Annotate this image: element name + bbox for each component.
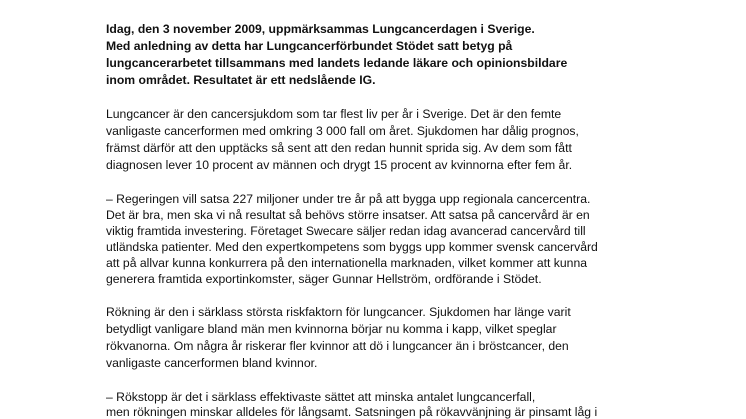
body-line: Rökning är den i särklass största riskfaktorn för lungcancer. Sjukdomen har länge varit: [106, 305, 571, 319]
intro-line: inom området. Resultatet är ett nedslående IG.: [106, 73, 376, 87]
body-line: diagnosen lever 10 procent av männen och drygt 15 procent av kvinnorna efter fem år.: [106, 158, 573, 172]
body-line: – Rökstopp är det i särklass effektivaste sättet att minska antalet lungcancerfall,: [106, 390, 536, 404]
document-page: [106, 0, 746, 419]
body-line: utländska patienter. Med den expertkompetens som byggs upp kommer svensk cancervård: [106, 240, 598, 254]
body-line: men rökningen minskar alldeles för långsamt. Satsningen på rökavvänjning är pinsamt låg i: [106, 405, 598, 419]
body-line: viktig framtida investering. Företaget Swecare säljer redan idag avancerad cancervård till: [106, 224, 586, 238]
body-line: vanligaste cancerformen bland kvinnor.: [106, 356, 318, 370]
body-line: att på allvar kunna konkurrera på den internationella marknaden, vilket kommer att kunna: [106, 256, 587, 270]
body-line: betydligt vanligare bland män men kvinnorna börjar nu komma i kapp, vilket speglar: [106, 322, 557, 336]
body-line: Det är bra, men ska vi nå resultat så behövs större insatser. Att satsa på cancervård är en: [106, 208, 590, 222]
body-line: främst därför att den upptäcks så sent att den redan hunnit sprida sig. Av dem som fått: [106, 141, 572, 155]
body-line: rökvanorna. Om några år riskerar fler kvinnor att dö i lungcancer än i bröstcancer, den: [106, 339, 569, 353]
body-line: – Regeringen vill satsa 227 miljoner under tre år på att bygga upp regionala cancercentra.: [106, 192, 591, 206]
intro-line: Med anledning av detta har Lungcancerförbundet Stödet satt betyg på: [106, 39, 513, 53]
intro-line: Idag, den 3 november 2009, uppmärksammas Lungcancerdagen i Sverige.: [106, 22, 535, 36]
body-line: Lungcancer är den cancersjukdom som tar flest liv per år i Sverige. Det är den femte: [106, 107, 562, 121]
intro-line: lungcancerarbetet tillsammans med landets ledande läkare och opinionsbildare: [106, 56, 568, 70]
body-line: vanligaste cancerformen med omkring 3 000 fall om året. Sjukdomen har dålig prognos,: [106, 124, 579, 138]
body-line: generera framtida exportinkomster, säger Gunnar Hellström, ordförande i Stödet.: [106, 272, 542, 286]
